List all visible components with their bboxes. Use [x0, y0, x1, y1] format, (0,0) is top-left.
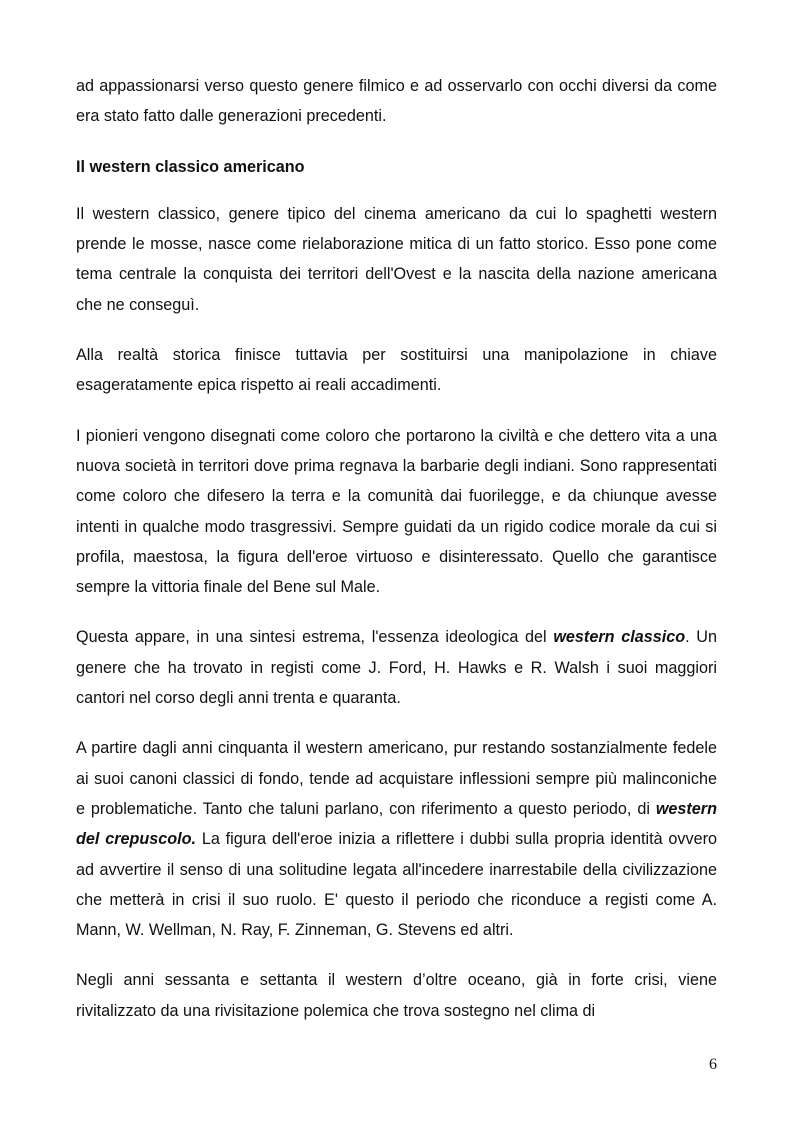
paragraph-anni-sessanta: Negli anni sessanta e settanta il western d’oltre oceano, già in forte crisi, viene rivitalizzato da una rivisitazione polemica che trova sostegno nel clima di	[76, 971, 717, 1020]
section-heading: Il western classico americano	[76, 157, 305, 176]
paragraph-western-classico: Il western classico, genere tipico del cinema americano da cui lo spaghetti western prende le mosse, nasce come rielaborazione mitica di un fatto storico. Esso pone come tema centrale la conquista dei territori dell'Ovest e la nascita della nazione americana che ne conseguì.	[76, 204, 717, 314]
emphasis-western-classico: western classico	[553, 628, 686, 647]
emphasis-western-crepuscolo: western del crepuscolo.	[76, 799, 717, 849]
paragraph-essenza-ideologica	[76, 622, 717, 713]
page-number: 6	[709, 1056, 717, 1073]
paragraph-intro-continuation: ad appassionarsi verso questo genere filmico e ad osservarlo con occhi diversi da come era stato fatto dalle generazioni precedenti.	[76, 77, 717, 126]
text-run: . Un genere che ha trovato in registi come J. Ford, H. Hawks e R. Walsh i suoi maggiori cantori nel corso degli anni trenta e quaranta.	[76, 628, 717, 708]
paragraph-realta-storica: Alla realtà storica finisce tuttavia per sostituirsi una manipolazione in chiave esageratamente epica rispetto ai reali accadimenti.	[76, 346, 717, 395]
text-run: La figura dell'eroe inizia a riflettere i dubbi sulla propria identità ovvero ad avvertire il senso di una solitudine legata all'incedere inarrestabile della civilizzazione che metterà in crisi il suo ruolo. E' questo il periodo che riconduce a registi come A. Mann, W. Wellman, N. Ray, F. Zinneman, G. Stevens ed altri.	[76, 830, 717, 940]
paragraph-pionieri: I pionieri vengono disegnati come coloro che portarono la civiltà e che dettero vita a una nuova società in territori dove prima regnava la barbarie degli indiani. Sono rappresentati come coloro che difesero la terra e la comunità dai fuorilegge, e da chiunque avesse intenti in qualche modo trasgressivi. Sempre guidati da un rigido codice morale da cui si profila, maestosa, la figura dell'eroe virtuoso e disinteressato. Quello che garantisce sempre la vittoria finale del Bene sul Male.	[76, 426, 717, 597]
text-run: A partire dagli anni cinquanta il western americano, pur restando sostanzialmente fedele ai suoi canoni classici di fondo, tende ad acquistare inflessioni sempre più malinconiche e problematiche. Tanto che taluni parlano, con riferimento a questo periodo, di	[76, 739, 717, 818]
document-body	[76, 71, 717, 1046]
paragraph-anni-cinquanta	[76, 733, 717, 945]
text-run: Questa appare, in una sintesi estrema, l'essenza ideologica del	[76, 628, 554, 647]
